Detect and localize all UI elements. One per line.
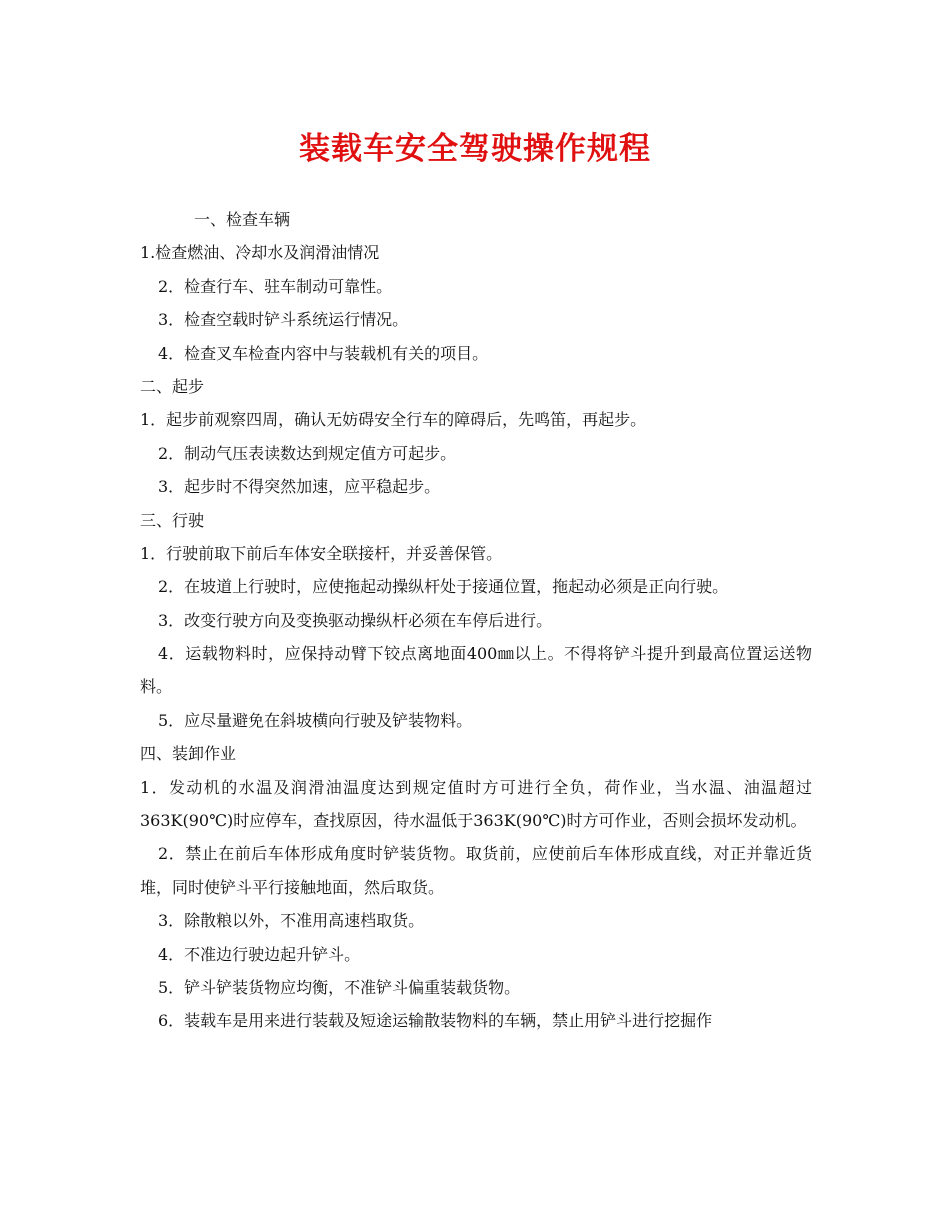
- list-item: 4．检查叉车检查内容中与装载机有关的项目。: [158, 343, 489, 363]
- document-body: [140, 203, 812, 1038]
- list-item: 2．在坡道上行驶时，应使拖起动操纵杆处于接通位置，拖起动必须是正向行驶。: [158, 577, 729, 597]
- list-item: 1．行驶前取下前后车体安全联接杆，并妥善保管。: [140, 543, 503, 563]
- list-item: 5．应尽量避免在斜坡横向行驶及铲装物料。: [158, 710, 473, 730]
- list-item: 2．制动气压表读数达到规定值方可起步。: [158, 443, 457, 463]
- list-item: 4．运载物料时，应保持动臂下铰点离地面400㎜以上。不得将铲斗提升到最高位置运送物料。: [140, 644, 812, 697]
- list-item: 2．检查行车、驻车制动可靠性。: [158, 276, 393, 296]
- list-item: 1.检查燃油、冷却水及润滑油情况: [140, 243, 380, 263]
- list-item: 3．除散粮以外，不准用高速档取货。: [158, 911, 425, 931]
- list-item: 3．起步时不得突然加速，应平稳起步。: [158, 477, 441, 497]
- list-item: 3．改变行驶方向及变换驱动操纵杆必须在车停后进行。: [158, 610, 553, 630]
- section-heading: 二、起步: [140, 376, 205, 396]
- section-heading: 一、检查车辆: [194, 210, 291, 229]
- section-heading: 三、行驶: [140, 510, 205, 530]
- list-item: 2．禁止在前后车体形成角度时铲装货物。取货前，应使前后车体形成直线，对正并靠近货堆，同时使铲斗平行接触地面，然后取货。: [140, 844, 812, 897]
- list-item: 6．装载车是用来进行装载及短途运输散装物料的车辆，禁止用铲斗进行挖掘作: [158, 1011, 713, 1031]
- list-item: 4．不准边行驶边起升铲斗。: [158, 944, 361, 964]
- list-item: 3．检查空载时铲斗系统运行情况。: [158, 310, 409, 330]
- section-heading: 四、装卸作业: [140, 744, 237, 764]
- list-item: 5．铲斗铲装货物应均衡，不准铲斗偏重装载货物。: [158, 978, 521, 998]
- list-item: 1．起步前观察四周，确认无妨碍安全行车的障碍后，先鸣笛，再起步。: [140, 410, 647, 430]
- list-item: 1．发动机的水温及润滑油温度达到规定值时方可进行全负，荷作业，当水温、油温超过363K(90℃)时应停车，查找原因，待水温低于363K(90℃)时方可作业，否则会损坏发动机。: [140, 777, 812, 831]
- document-title: 装载车安全驾驶操作规程: [299, 131, 651, 167]
